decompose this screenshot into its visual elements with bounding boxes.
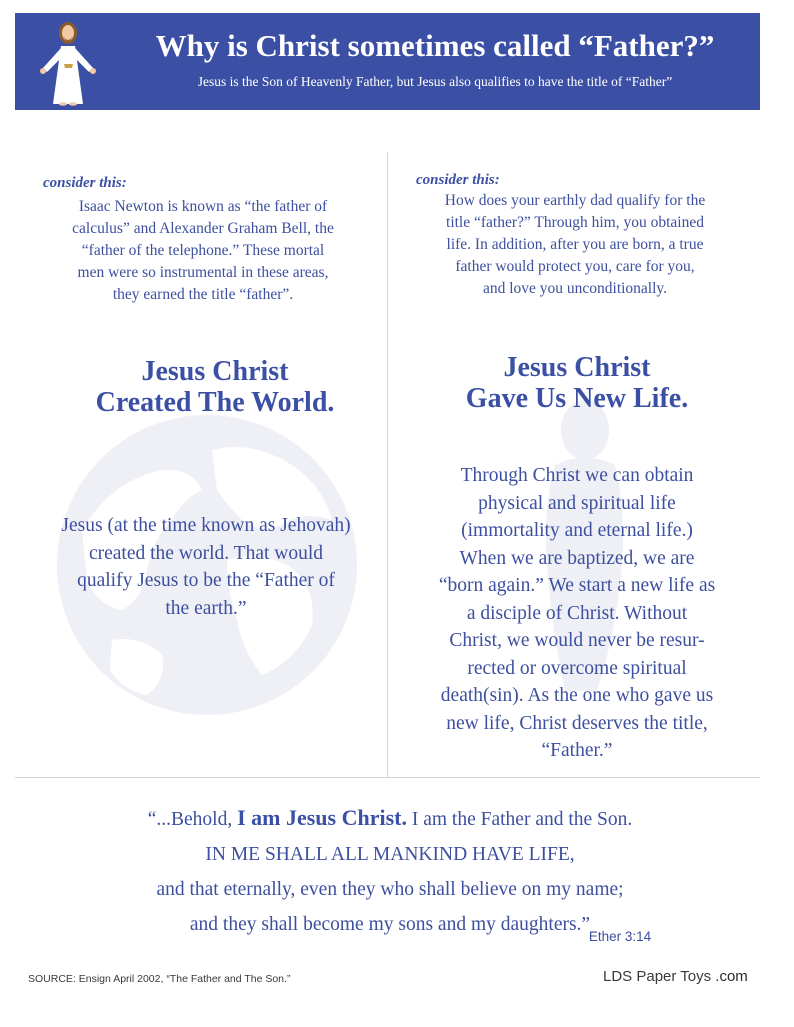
page-subtitle: Jesus is the Son of Heavenly Father, but Jesus also qualifies to have the title of “Father”	[197, 74, 673, 89]
christ-figure-icon	[37, 16, 99, 106]
section-divider	[15, 777, 760, 778]
right-consider-text: How does your earthly dad qualify for the title “father?” Through him, you obtained life. In addition, after you are born, a true father would protect you, care for you, and love you unconditionally.	[444, 192, 706, 297]
column-divider	[387, 152, 388, 778]
header-banner	[15, 13, 760, 110]
left-consider-label: consider this:	[43, 175, 127, 191]
scripture-reference: Ether 3:14	[588, 929, 652, 944]
source-citation: SOURCE: Ensign April 2002, “The Father and The Son.”	[28, 973, 291, 985]
right-consider-label: consider this:	[416, 172, 500, 188]
scripture-quote: “...Behold, I am Jesus Christ. I am the Father and the Son. IN ME SHALL ALL MANKIND HAVE LIFE, and that eternally, even they who shall believe on my name; and they shall become my sons and my daughters.”	[147, 805, 633, 935]
quote-emphasis: I am Jesus Christ.	[237, 805, 407, 830]
page-title: Why is Christ sometimes called “Father?”	[155, 28, 715, 63]
left-body-text: Jesus (at the time known as Jehovah) created the world. That would qualify Jesus to be the “Father of the earth.”	[61, 515, 351, 619]
left-consider-text: Isaac Newton is known as “the father of calculus” and Alexander Graham Bell, the “father of the telephone.” These mortal men were so instrumental in these areas, they earned the title “father”.	[72, 198, 334, 303]
brand-link[interactable]: LDS Paper Toys .com	[603, 968, 748, 985]
left-heading: Jesus Christ Created The World.	[95, 356, 335, 418]
right-heading: Jesus Christ Gave Us New Life.	[465, 352, 689, 414]
right-body-text: Through Christ we can obtain physical and spiritual life (immortality and eternal life.) When we are baptized, we are “born again.” We start a new life as a disciple of Christ. Without Christ, we would never be resur- rected or overcome spiritual death(sin). As the one who gave us new life, Christ deserves the title, “Father.”	[438, 465, 716, 761]
